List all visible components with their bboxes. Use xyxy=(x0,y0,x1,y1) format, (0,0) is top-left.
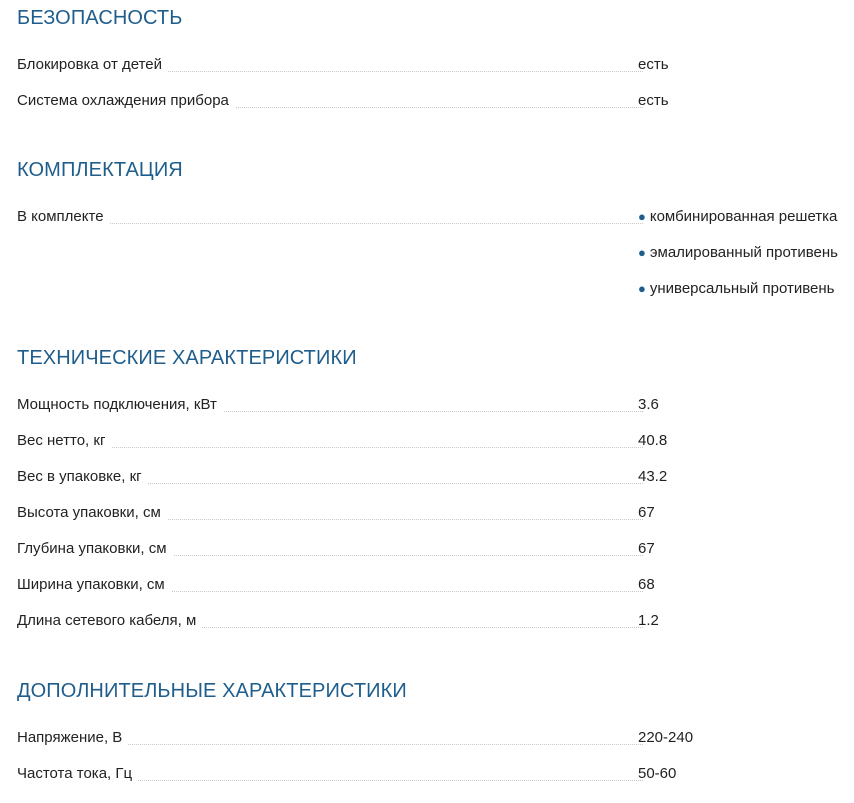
spec-label: Высота упаковки, см xyxy=(17,504,167,522)
spec-value: 67 xyxy=(638,504,655,521)
list-item: ● комбинированная решетка xyxy=(638,208,838,225)
included-items-list xyxy=(17,200,854,316)
spec-label: Система охлаждения прибора xyxy=(17,92,235,110)
spec-row-cable-length xyxy=(17,604,854,640)
section-title-extra: ДОПОЛНИТЕЛЬНЫЕ ХАРАКТЕРИСТИКИ xyxy=(17,680,407,702)
spec-label: Длина сетевого кабеля, м xyxy=(17,612,202,630)
spec-value: 1.2 xyxy=(638,612,659,629)
bullet-icon: ● xyxy=(638,281,646,296)
spec-value: 50-60 xyxy=(638,765,677,782)
spec-label: Мощность подключения, кВт xyxy=(17,396,223,414)
section-equipment xyxy=(17,157,854,316)
spec-label: Ширина упаковки, см xyxy=(17,576,171,594)
spec-value: 43.2 xyxy=(638,468,668,485)
spec-label: Вес в упаковке, кг xyxy=(17,468,148,486)
spec-value: есть xyxy=(638,56,669,73)
section-title-equipment: КОМПЛЕКТАЦИЯ xyxy=(17,159,183,181)
spec-value: 40.8 xyxy=(638,432,668,449)
spec-row-cooling-system xyxy=(17,84,854,120)
list-item: ● эмалированный противень xyxy=(638,244,838,261)
spec-row-power xyxy=(17,388,854,424)
spec-row-voltage xyxy=(17,721,854,757)
spec-row-package-height xyxy=(17,496,854,532)
spec-label: В комплекте xyxy=(17,208,110,226)
spec-value: есть xyxy=(638,92,669,109)
spec-value: 3.6 xyxy=(638,396,659,413)
spec-row-package-depth xyxy=(17,532,854,568)
list-item: ● универсальный противень xyxy=(638,280,835,297)
section-title-technical: ТЕХНИЧЕСКИЕ ХАРАКТЕРИСТИКИ xyxy=(17,347,357,369)
spec-row-included xyxy=(17,200,854,316)
spec-label: Частота тока, Гц xyxy=(17,765,138,783)
section-extra xyxy=(17,678,854,793)
section-technical xyxy=(17,345,854,640)
spec-row-net-weight xyxy=(17,424,854,460)
leader-dots xyxy=(17,223,643,224)
spec-row-package-width xyxy=(17,568,854,604)
spec-label: Блокировка от детей xyxy=(17,56,168,74)
spec-value: 68 xyxy=(638,576,655,593)
bullet-icon: ● xyxy=(638,209,646,224)
spec-value: 67 xyxy=(638,540,655,557)
spec-row-frequency xyxy=(17,757,854,793)
bullet-icon: ● xyxy=(638,245,646,260)
spec-label: Вес нетто, кг xyxy=(17,432,111,450)
spec-label: Напряжение, В xyxy=(17,729,128,747)
spec-label: Глубина упаковки, см xyxy=(17,540,173,558)
spec-row-child-lock xyxy=(17,48,854,84)
section-title-safety: БЕЗОПАСНОСТЬ xyxy=(17,7,183,29)
section-safety xyxy=(17,5,854,120)
spec-value: 220-240 xyxy=(638,729,694,746)
spec-row-packed-weight xyxy=(17,460,854,496)
